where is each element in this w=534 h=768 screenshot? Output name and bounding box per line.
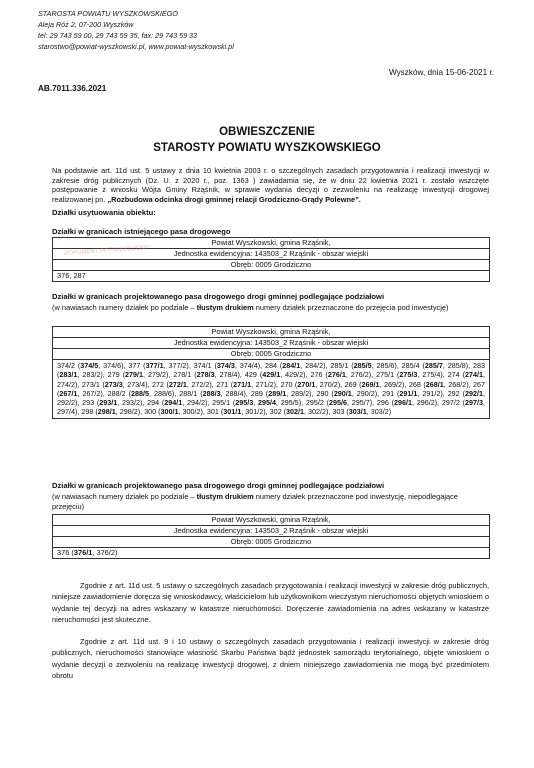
section3-plots-c: , 376/2) xyxy=(92,548,118,557)
section3-plots xyxy=(53,548,489,558)
letterhead-line-1: STAROSTA POWIATU WYSZKOWSKIEGO xyxy=(38,9,178,18)
document-date: Wyszków, dnia 15-06-2021 r. xyxy=(388,68,494,77)
intro-project-name: „Rozbudowa odcinka drogi gminnej relacji Grodziczno-Grądy Polewne”. xyxy=(107,195,361,205)
intro-paragraph xyxy=(52,166,489,205)
section2-county: Powiat Wyszkowski, gmina Rząśnik, xyxy=(53,327,489,338)
section1-precinct: Obręb: 0005 Grodziczno xyxy=(53,260,489,271)
section1-table xyxy=(52,237,490,282)
section1-heading: Działki w granicach istniejącego pasa drogowego xyxy=(52,227,231,236)
section3-heading: Działki w granicach projektowanego pasa drogowego drogi gminnej podlegające podziałowi xyxy=(52,481,385,490)
letterhead xyxy=(38,8,234,52)
section3-sub-b: tłustym drukiem xyxy=(196,492,254,501)
section3-sub-c: numery działek przeznaczone pod inwestycję, niepodlegające przejęciu) xyxy=(52,492,458,511)
section2-plots: 374/2 (374/5, 374/6), 377 (377/1, 377/2), 374/1 (374/3, 374/4), 284 (284/1, 284/2), 285/1 (285/5, 285/6), 285/4 (285/7, 285/8), 283 (283/1, 283/2), 279 (279/1, 279/2), 278/1 (278/3, 278/4), 429 (429/1, 429/2), 276 (276/1, 276/2), 275/1 (275/3, 275/4), 274 (274/1, 274/2), 273/1 (273/3, 273/4), 272 (272/1, 272/2), 271 (271/1, 271/2), 270 (270/1, 270/2), 269 (269/1, 269/2), 268 (268/1, 268/2), 267 (267/1, 267/2), 288/2 (288/5, 288/6), 288/1 (288/3, 288/4), 289 (289/1, 289/2), 290 (290/1, 290/2), 291 (291/1, 291/2), 292 (292/1, 292/2), 293 (293/1, 293/2), 294 (294/1, 294/2), 295/1 (295/3, 295/4, 295/5), 295/2 (295/6, 295/7), 296 (296/1, 296/2), 297/2 (297/3, 297/4), 298 (298/1, 298/2), 300 (300/1, 300/2), 301 (301/1, 301/2), 302 (302/1, 302/2), 303 (303/1, 303/2) xyxy=(57,361,486,417)
section1-county: Powiat Wyszkowski, gmina Rząśnik, xyxy=(53,238,489,249)
section3-subheading xyxy=(52,492,489,511)
section2-sub-a: (w nawiasach numery działek po podziale – xyxy=(52,303,197,312)
section2-unit: Jednostka ewidencyjna: 143503_2 Rząśnik - obszar wiejski xyxy=(53,338,489,349)
section3-county: Powiat Wyszkowski, gmina Rząśnik, xyxy=(53,515,489,526)
section3-unit: Jednostka ewidencyjna: 143503_2 Rząśnik - obszar wiejski xyxy=(53,526,489,537)
section2-table xyxy=(52,326,490,419)
section2-sub-b: tłustym drukiem xyxy=(196,303,254,312)
letterhead-line-2: Aleja Róż 2, 07-200 Wyszków xyxy=(38,20,134,29)
section2-subheading xyxy=(52,303,489,313)
section2-precinct: Obręb: 0005 Grodziczno xyxy=(53,349,489,360)
section3-precinct: Obręb: 0005 Grodziczno xyxy=(53,537,489,548)
section2-heading: Działki w granicach projektowanego pasa drogowego drogi gminnej podlegające podziałowi xyxy=(52,292,385,301)
section3-table xyxy=(52,514,490,559)
section1-unit: Jednostka ewidencyjna: 143503_2 Rząśnik - obszar wiejski xyxy=(53,249,489,260)
letterhead-line-3: tel: 29 743 59 00, 29 743 59 35, fax: 29 743 59 33 xyxy=(38,31,198,40)
title-line-1: OBWIESZCZENIE xyxy=(219,126,315,138)
reference-number: AB.7011.336.2021 xyxy=(38,84,107,93)
section2-sub-c: numery działek przeznaczone do przejęcia pod inwestycję) xyxy=(253,303,449,312)
faint-stamp: DOKUMENT POTWIERDZONY xyxy=(63,245,150,257)
plots-section-heading: Działki usytuowania obiektu: xyxy=(52,208,156,217)
section3-plots-b: 376/1 xyxy=(73,548,93,557)
paragraph-state-property: Zgodnie z art. 11d ust. 9 i 10 ustawy o szczególnych zasadach przygotowania i realizacji inwestycji w zakresie dróg publicznych, nieruchomości stanowiące własność Skarbu Państwa bądź jednostek samorządu terytorialnego, objęte wnioskiem o wydanie decyzji o zezwoleniu na realizację inwestycji drogowej, z dniem niniejszego zawiadomienia nie mogą być przedmiotem obrotu xyxy=(52,637,489,680)
title-line-2: STAROSTY POWIATU WYSZKOWSKIEGO xyxy=(153,142,381,154)
intro-text: Na podstawie art. 11d ust. 5 ustawy z dnia 10 kwietnia 2003 r. o szczególnych zasadach przygotowania i realizacji inwestycji w zakresie dróg publicznych (Dz. U. z 2020 r., poz. 1363 ) zawiadamia się, że w dniu 22 kwietnia 2021 r. zostało wszczęte postępowanie z wniosku Wójta Gminy Rząśnik, w sprawie wydania decyzji o zezwoleniu na realizację inwestycji drogowej realizowanej pn. xyxy=(52,166,489,205)
section3-sub-a: (w nawiasach numery działek po podziale – xyxy=(52,492,197,501)
section1-plots: 376, 287 xyxy=(57,271,86,280)
paragraph-delivery: Zgodnie z art. 11d ust. 5 ustawy o szczególnych zasadach przygotowania i realizacji inwestycji w zakresie dróg publicznych, niniejsze zawiadomienie doręcza się wnioskodawcy, właścicielom lub użytkownikom wieczystym nieruchomości objętych wnioskiem o wydanie tej decyzji na adres wskazany w katastrze nieruchomości. Doręczenie zawiadomienia na adres wskazany w katastrze nieruchomości jest skuteczne. xyxy=(52,581,489,624)
letterhead-line-4: starostwo@powiat-wyszkowski.pl, www.powiat-wyszkowski.pl xyxy=(38,42,234,51)
section3-plots-a: 376 ( xyxy=(57,548,74,557)
